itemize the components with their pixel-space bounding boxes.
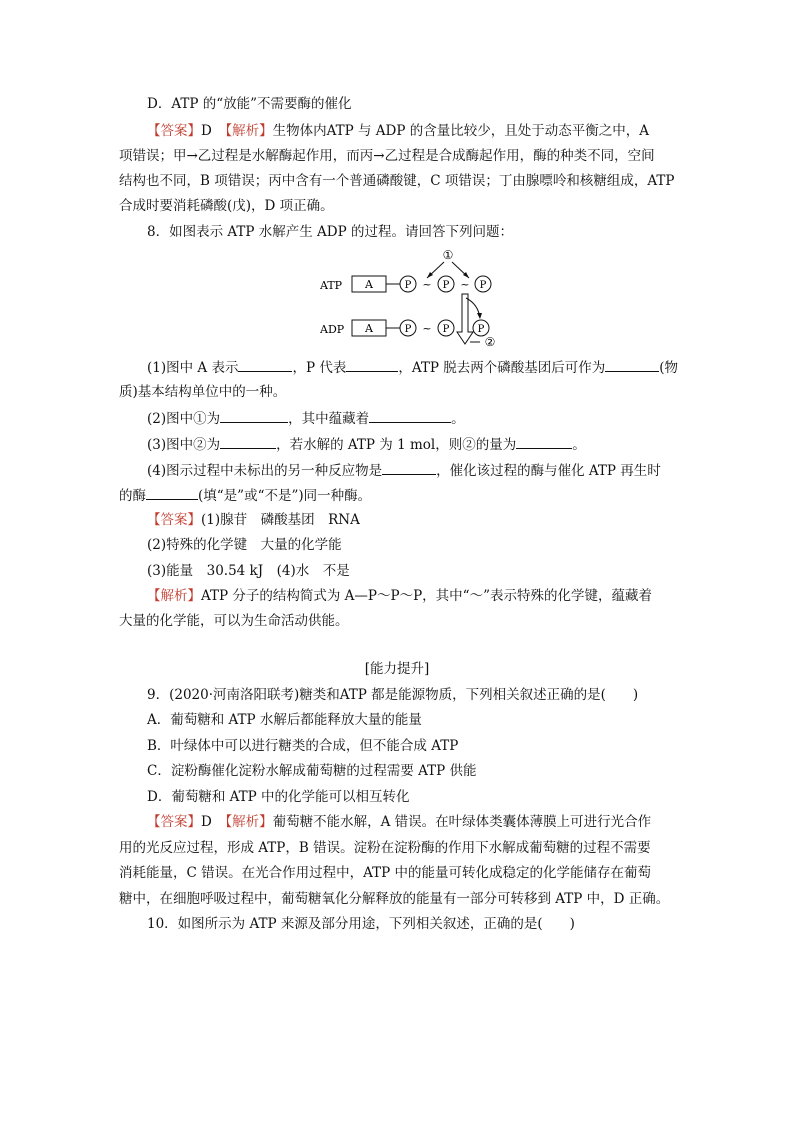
answer-blank: [238, 357, 292, 372]
answer-blank: [220, 408, 288, 423]
q7-answer-line: [147, 121, 649, 141]
q9-analysis-line: 糖中，在细胞呼吸过程中，葡萄糖氧化分解释放的能量有一部分可转移到 ATP 中，D 正确。: [119, 891, 670, 907]
analysis-tag: 【解析】: [225, 814, 273, 830]
q10-stem: 10．如图所示为 ATP 来源及部分用途，下列相关叙述，正确的是( ): [147, 916, 575, 932]
q8-answer-line1: 【答案】(1)腺苷 磷酸基团 RNA: [147, 512, 360, 528]
analysis-text: 生物体内ATP 与 ADP 的含量比较少，且处于动态平衡之中，A: [272, 123, 649, 139]
label-atp: ATP: [320, 279, 343, 292]
answer-blank: [516, 434, 572, 449]
label-p: P: [442, 324, 450, 335]
label-p: P: [404, 324, 412, 335]
q9-analysis-line: 用的光反应过程，形成 ATP，B 错误。淀粉在淀粉酶的作用下水解成葡萄糖的过程不需要: [119, 840, 651, 856]
q9-stem: 9．(2020·河南洛阳联考)糖类和ATP 都是能源物质，下列相关叙述正确的是( ): [147, 687, 639, 703]
q9-option-b: B．叶绿体中可以进行糖类的合成，但不能合成 ATP: [147, 738, 459, 754]
label-tilde: ~: [422, 322, 432, 335]
answer-blank: [346, 357, 398, 372]
answer-value: D: [201, 123, 212, 139]
label-tilde: ~: [460, 278, 470, 291]
label-p: P: [404, 280, 412, 291]
label-p: P: [477, 324, 485, 335]
answer-blank: [369, 408, 451, 423]
label-p: P: [479, 280, 487, 291]
q8-sub3: (3)图中②为 ，若水解的 ATP 为 1 mol，则②的量为 。: [147, 434, 586, 455]
q8-stem: 8．如图表示 ATP 水解产生 ADP 的过程。请回答下列问题：: [147, 224, 514, 240]
q9-option-d: D．葡萄糖和 ATP 中的化学能可以相互转化: [147, 789, 410, 805]
label-a: A: [365, 278, 373, 291]
q9-answer-line: 【答案】D 【解析】葡萄糖不能水解，A 错误。在叶绿体类囊体薄膜上可进行光合作: [147, 814, 652, 830]
q7-option-d: D．ATP 的“放能”不需要酶的催化: [147, 96, 352, 112]
q8-sub4-line1: (4)图示过程中未标出的另一种反应物是 ，催化该过程的酶与催化 ATP 再生时: [147, 460, 661, 481]
answer-blank: [146, 485, 198, 500]
answer-tag: 【答案】: [147, 512, 201, 528]
answer-blank: [382, 460, 436, 475]
answer-tag: 【答案】: [147, 123, 201, 139]
q7-analysis-line: 合成时要消耗磷酸(戊)，D 项正确。: [119, 198, 334, 214]
q8-sub2: (2)图中①为 ，其中蕴藏着 。: [147, 408, 465, 429]
analysis-tag: 【解析】: [225, 123, 273, 139]
label-circle-2: ②: [484, 335, 496, 348]
answer-blank: [605, 357, 659, 372]
answer-blank: [220, 434, 276, 449]
section-title: [能力提升]: [364, 661, 430, 677]
answer-value: D: [201, 814, 212, 830]
q9-option-a: A．葡萄糖和 ATP 水解后都能释放大量的能量: [147, 712, 422, 728]
q8-analysis-line1: 【解析】ATP 分子的结构简式为 A—P～P～P，其中“～”表示特殊的化学键，蕴藏着: [147, 588, 652, 604]
label-circle-1: ①: [442, 248, 454, 262]
label-p: P: [442, 280, 450, 291]
q8-sub1-line2: 质)基本结构单位中的一种。: [119, 384, 287, 400]
q8-sub4-line2: 的酶 (填“是”或“不是”)同一种酶。: [119, 485, 371, 506]
q8-sub1-line1: (1)图中 A 表示 ，P 代表 ，ATP 脱去两个磷酸基团后可作为 (物: [147, 357, 678, 378]
q8-analysis-line2: 大量的化学能，可以为生命活动供能。: [119, 613, 349, 629]
atp-hydrolysis-diagram: [320, 244, 500, 348]
answer-tag: 【答案】: [147, 814, 201, 830]
analysis-tag: 【解析】: [147, 588, 201, 604]
label-a: A: [365, 322, 373, 335]
arrow-head: [477, 313, 482, 319]
q9-option-c: C．淀粉酶催化淀粉水解成葡萄糖的过程需要 ATP 供能: [147, 763, 477, 779]
q8-answer-line2: (2)特殊的化学键 大量的化学能: [147, 537, 342, 553]
q7-analysis-line: 结构也不同，B 项错误；丙中含有一个普通磷酸键，C 项错误；丁由腺嘌呤和核糖组成，ATP: [119, 173, 675, 189]
q9-analysis-line: 消耗能量，C 错误。在光合作用过程中，ATP 中的能量可转化成稳定的化学能储存在葡萄: [119, 865, 652, 881]
label-adp: ADP: [320, 323, 345, 336]
label-tilde: ~: [422, 278, 432, 291]
q8-answer-line3: (3)能量 30.54 kJ (4)水 不是: [147, 563, 350, 579]
q7-analysis-line: 项错误；甲→乙过程是水解酶起作用，而丙→乙过程是合成酶起作用，酶的种类不同，空间: [119, 148, 655, 164]
